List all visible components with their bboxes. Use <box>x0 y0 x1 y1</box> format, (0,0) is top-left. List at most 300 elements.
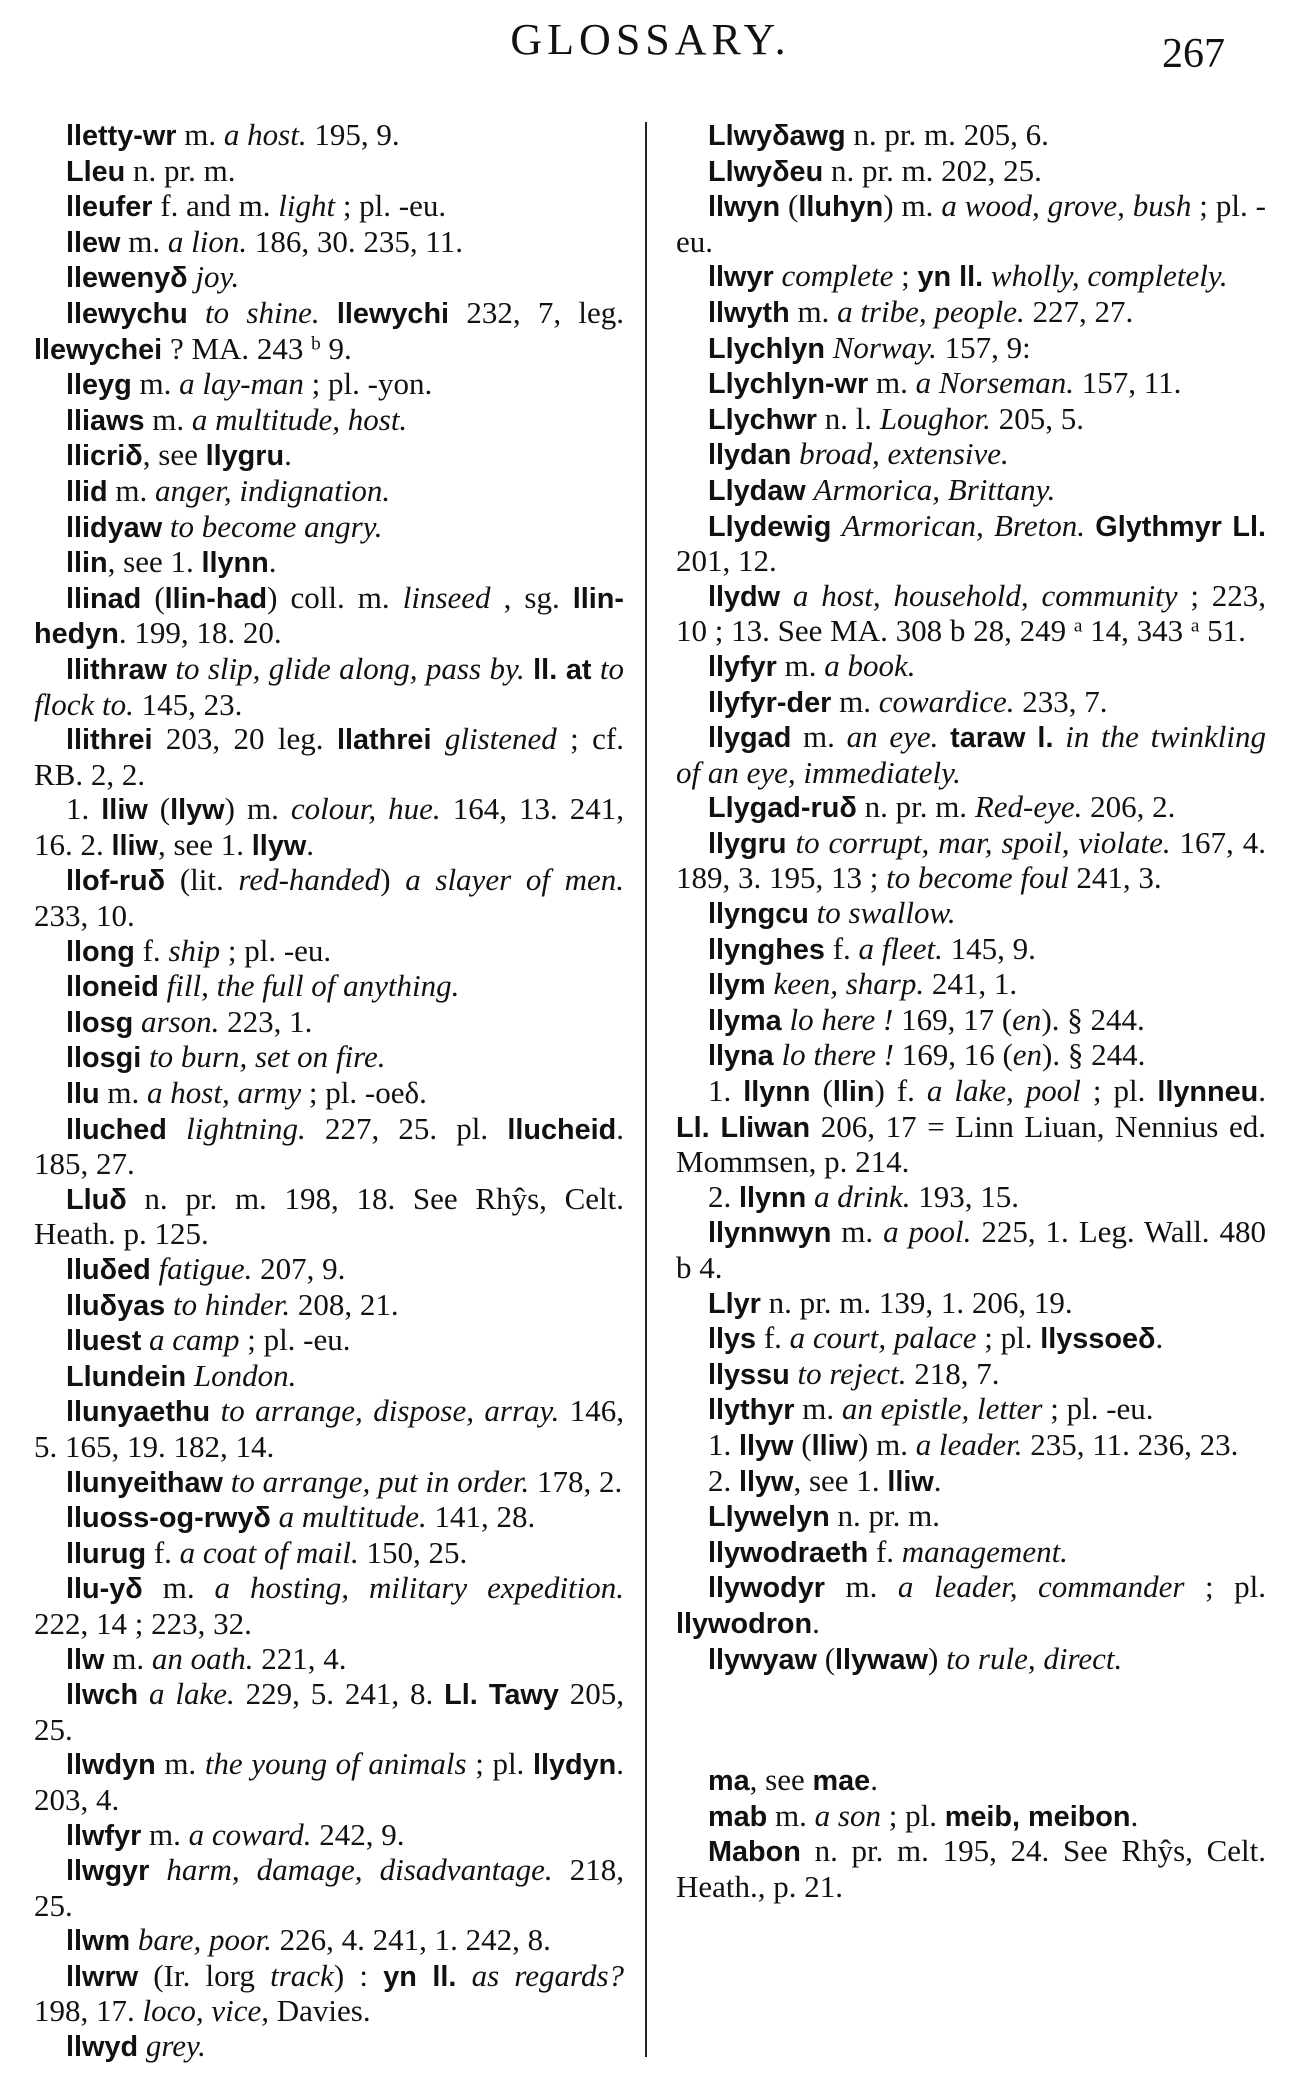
headword: llynn <box>743 1076 811 1109</box>
glossary-column-right <box>676 118 1266 1905</box>
headword: llwyr <box>708 261 774 294</box>
entry-text: ; pl. -eu. <box>239 1322 351 1358</box>
definition-text: a lay-man <box>179 366 304 402</box>
entry-text: n. pr. m. <box>125 152 236 188</box>
entry-text: ; <box>893 258 918 294</box>
headword: llwgyr <box>66 1855 150 1888</box>
glossary-entry <box>676 932 1266 968</box>
column-divider <box>645 122 647 2057</box>
headword: mae <box>812 1765 871 1798</box>
entry-text: 222, 14 ; 223, 32. <box>34 1605 252 1641</box>
headword: llywodron <box>676 1607 813 1640</box>
glossary-entry <box>34 1182 624 1252</box>
entry-text: 157, 9: <box>936 329 1031 365</box>
headword: llw <box>66 1643 105 1676</box>
entry-text: . <box>284 437 292 473</box>
headword: llwrw <box>66 1960 139 1993</box>
headword: ma <box>708 1765 750 1798</box>
definition-text: a Norseman. <box>915 365 1075 401</box>
glossary-entry <box>676 402 1266 438</box>
entry-text: 9. <box>320 330 352 366</box>
entry-text: ) m. <box>224 791 291 827</box>
definition-text: red-handed <box>238 862 381 898</box>
entry-text <box>525 651 533 686</box>
headword: Llychwr <box>708 403 817 436</box>
glossary-entry <box>676 473 1266 509</box>
definition-text: as regards? <box>471 1957 625 1993</box>
glossary-entry <box>34 510 624 546</box>
headword: llidyaw <box>66 511 163 544</box>
entry-text: ; 223, 10 ; 13. See MA. 308 b 28, 249 <box>676 577 1266 649</box>
entry-text: m. <box>141 1816 189 1852</box>
entry-text: n. pr. m. <box>856 789 975 825</box>
entry-text <box>151 1251 159 1286</box>
entry-text <box>141 1322 149 1357</box>
entry-text: ; pl. -eu. <box>335 188 447 224</box>
glossary-entry <box>34 1288 624 1324</box>
definition-text: a tribe, people. <box>837 293 1025 329</box>
headword: lluδyas <box>66 1289 166 1322</box>
definition-text: grey. <box>145 2028 206 2064</box>
entry-text: 169, 17 ( <box>893 1001 1013 1037</box>
entry-text: ; pl. -yon. <box>303 366 433 402</box>
headword: llys <box>708 1323 757 1356</box>
definition-text: arson. <box>141 1003 220 1039</box>
entry-text: a <box>1073 615 1083 637</box>
entry-text: m. <box>789 293 838 329</box>
headword: ll. at <box>533 653 592 686</box>
glossary-entry <box>676 1799 1266 1835</box>
headword: lletty-wr <box>66 120 177 152</box>
headword: lluhyn <box>798 191 884 224</box>
entry-text: m. <box>142 1570 215 1606</box>
entry-text: . <box>1130 1797 1139 1833</box>
glossary-entry <box>34 1571 624 1641</box>
entry-text <box>159 968 167 1003</box>
glossary-entry <box>676 649 1266 685</box>
entry-text: m. <box>176 117 224 152</box>
entry-text: ( <box>816 1640 836 1676</box>
glossary-entry <box>34 474 624 510</box>
glossary-entry <box>676 509 1266 579</box>
entry-text: 223, 1. <box>219 1003 313 1039</box>
glossary-entry <box>34 118 624 154</box>
headword: llyw <box>739 1465 794 1498</box>
glossary-entry <box>676 826 1266 896</box>
definition-text: lightning. <box>186 1110 306 1146</box>
definition-text: to burn, set on fire. <box>149 1039 386 1075</box>
entry-text: ) m. <box>883 188 942 224</box>
headword: llwdyn <box>66 1749 156 1782</box>
entry-text: ( <box>780 188 799 224</box>
entry-text: ( <box>147 791 171 827</box>
entry-text <box>831 508 841 543</box>
headword: lliw <box>811 1429 859 1462</box>
glossary-entry <box>676 1215 1266 1285</box>
entry-text: n. pr. m. 198, 18. See Rhŷs, Celt. Heath. p. 125. <box>34 1180 624 1252</box>
headword: Llywelyn <box>708 1501 830 1534</box>
headword: llygad <box>708 722 792 755</box>
definition-text: a host. <box>223 117 307 152</box>
entry-text: 232, 7, leg. <box>449 294 625 330</box>
entry-text <box>983 258 991 293</box>
definition-text: a court, palace <box>789 1320 977 1356</box>
glossary-entry <box>34 225 624 261</box>
headword: llynn <box>201 547 269 580</box>
entry-text <box>456 1958 471 1993</box>
definition-text: a lake, pool <box>926 1073 1081 1109</box>
headword: llosg <box>66 1006 134 1039</box>
glossary-entry <box>676 1428 1266 1464</box>
headword: llyw <box>739 1429 794 1462</box>
definition-text: an oath. <box>151 1640 254 1676</box>
definition-text: a fleet. <box>858 930 943 966</box>
headword: lliw <box>101 794 148 827</box>
entry-text: ) m. <box>858 1426 916 1462</box>
glossary-entry <box>34 1536 624 1572</box>
entry-text: . <box>1258 1073 1267 1109</box>
entry-text <box>223 1464 231 1499</box>
entry-text <box>141 1039 149 1074</box>
entry-text: 235, 11. 236, 23. <box>1022 1426 1239 1462</box>
entry-text: m. <box>99 1075 148 1111</box>
glossary-entry <box>676 720 1266 790</box>
headword: llyma <box>708 1004 782 1037</box>
entry-text: 206, 2. <box>1082 789 1176 825</box>
entry-text <box>149 1852 166 1887</box>
headword: llyw <box>170 794 225 827</box>
entry-text: 164, 13. 241, 16. 2. <box>34 791 625 862</box>
entry-text: n. pr. m. 139, 1. 206, 19. <box>760 1284 1073 1320</box>
entry-text: n. l. <box>816 400 880 436</box>
entry-text: ; pl. <box>466 1746 533 1782</box>
definition-text: a multitude, host. <box>191 401 408 437</box>
definition-text: a book. <box>824 647 916 683</box>
glossary-entry <box>34 969 624 1005</box>
entry-text: ; cf. RB. 2, 2. <box>34 721 625 792</box>
entry-text: , see <box>142 437 206 473</box>
definition-text: track <box>270 1957 334 1993</box>
glossary-entry <box>676 154 1266 190</box>
glossary-entry <box>676 1038 1266 1074</box>
headword: llinad <box>66 582 142 615</box>
definition-text: a lion. <box>167 223 248 259</box>
definition-text: a slayer of men. <box>405 862 625 898</box>
entry-text: 233, 10. <box>34 898 135 934</box>
definition-text: a pool. <box>883 1214 972 1250</box>
entry-text: ; pl. <box>1184 1569 1266 1605</box>
entry-text <box>130 1922 138 1957</box>
headword: llwyn <box>708 191 781 224</box>
entry-text: ? MA. 243 <box>162 330 312 366</box>
entry-text <box>825 330 833 365</box>
entry-text: 241, 1. <box>924 966 1018 1002</box>
entry-text: ; pl. <box>880 1797 945 1833</box>
entry-text: ; pl. -eu. <box>220 932 332 968</box>
headword: Llwyδeu <box>708 155 824 188</box>
glossary-entry <box>676 189 1266 259</box>
entry-text: (lit. <box>165 862 239 898</box>
headword: llydan <box>708 439 792 472</box>
entry-text: ( <box>810 1073 833 1109</box>
entry-text: n. pr. m. 202, 25. <box>823 152 1042 188</box>
definition-text: a leader. <box>915 1426 1023 1462</box>
headword: mab <box>708 1800 768 1833</box>
entry-text: 225, 1. Leg. Wall. 480 b 4. <box>676 1214 1266 1285</box>
entry-text <box>1053 719 1065 754</box>
glossary-entry <box>34 260 624 296</box>
entry-text: 201, 12. <box>676 543 777 579</box>
headword: lleyg <box>66 369 132 402</box>
definition-text: to become angry. <box>169 508 383 544</box>
definition-text: in the twinkling of an eye, immediately. <box>676 719 1267 790</box>
headword: llu-yδ <box>66 1573 143 1606</box>
entry-text: 227, 27. <box>1024 293 1134 329</box>
entry-text: ; pl. -eu. <box>1042 1391 1154 1427</box>
glossary-entry <box>676 295 1266 331</box>
entry-text: ). § 244. <box>1042 1037 1146 1073</box>
headword: Ll. Tawy <box>444 1679 559 1712</box>
headword: llin <box>66 547 108 580</box>
headword: llynneu <box>1157 1076 1259 1109</box>
entry-text: 141, 28. <box>426 1499 536 1535</box>
entry-text <box>186 1358 194 1393</box>
entry-text <box>809 895 817 930</box>
entry-text: 241, 3. <box>1068 860 1162 896</box>
glossary-entry <box>34 1040 624 1076</box>
glossary-entry <box>34 438 624 474</box>
entry-text <box>431 721 444 756</box>
glossary-entry <box>34 792 624 863</box>
headword: llwm <box>66 1925 131 1958</box>
glossary-entry <box>676 1180 1266 1216</box>
entry-text <box>806 1179 814 1214</box>
headword: llu <box>66 1078 100 1111</box>
glossary-entry <box>34 1076 624 1112</box>
headword: llyw <box>251 829 307 862</box>
entry-text: , see 1. <box>107 544 202 580</box>
headword: llwyd <box>66 2031 139 2064</box>
headword: llucheid <box>507 1113 617 1146</box>
entry-text <box>133 1004 141 1039</box>
headword: lluched <box>66 1113 167 1146</box>
headword: yn ll. <box>917 261 984 294</box>
entry-text: 150, 25. <box>358 1534 468 1570</box>
entry-text: ) : <box>333 1957 384 1993</box>
headword: Glythmyr Ll. <box>1095 510 1267 543</box>
definition-text: ship <box>168 932 221 968</box>
headword: llywaw <box>835 1643 928 1676</box>
entry-text: ; pl. -oeδ. <box>301 1075 427 1111</box>
definition-text: a coward. <box>188 1816 312 1852</box>
definition-text: keen, sharp. <box>773 966 925 1002</box>
entry-text: . <box>933 1462 942 1498</box>
glossary-entry <box>34 189 624 225</box>
glossary-entry <box>34 652 624 722</box>
definition-text: broad, extensive. <box>799 436 1009 472</box>
headword: llunyeithaw <box>66 1466 223 1499</box>
entry-text: m. <box>767 1797 815 1833</box>
entry-text: m. <box>794 1391 842 1427</box>
glossary-entry <box>676 1357 1266 1393</box>
entry-text: ) coll. m. <box>267 579 403 615</box>
entry-text: m. <box>131 366 180 402</box>
entry-text: . <box>870 1762 878 1798</box>
headword: lluδed <box>66 1254 151 1286</box>
entry-text: 205, 25. <box>34 1676 625 1747</box>
glossary-entry <box>34 1252 624 1288</box>
glossary-entry <box>34 722 624 792</box>
entry-text: 167, 4. 189, 3. 195, 13 ; <box>676 824 1267 896</box>
headword: lliw <box>887 1465 934 1498</box>
entry-text: f. and m. <box>152 188 279 224</box>
entry-text: . <box>268 544 277 580</box>
headword: lliaws <box>66 404 145 437</box>
glossary-entry <box>34 1959 624 2029</box>
entry-text <box>167 1111 186 1146</box>
definition-text: a multitude. <box>278 1499 427 1535</box>
entry-text: 221, 4. <box>253 1640 347 1676</box>
headword: llew <box>66 226 121 259</box>
entry-text: , see 1. <box>793 1462 888 1498</box>
glossary-entry <box>34 1677 624 1747</box>
definition-text: a host, army <box>147 1075 302 1111</box>
definition-text: to hinder. <box>172 1286 291 1322</box>
entry-text: 51. <box>1199 613 1246 649</box>
entry-text: 198, 17. <box>34 1993 143 2029</box>
entry-text: ) <box>380 862 406 898</box>
definition-text: to swallow. <box>816 895 956 931</box>
glossary-entry <box>676 1570 1266 1641</box>
entry-text: f. <box>134 932 169 968</box>
glossary-entry <box>34 403 624 439</box>
headword: llygru <box>205 440 285 473</box>
headword: llithrei <box>66 724 153 757</box>
definition-text: anger, indignation. <box>155 472 391 508</box>
glossary-entry <box>676 1074 1266 1180</box>
headword: lluest <box>66 1325 142 1358</box>
entry-text: m. <box>791 719 847 755</box>
glossary-entry <box>676 437 1266 473</box>
entry-text: 229, 5. 241, 8. <box>234 1676 445 1712</box>
headword: llyfyr <box>708 650 777 683</box>
headword: Lleu <box>66 155 126 188</box>
headword: llwyth <box>708 296 790 329</box>
definition-text: to corrupt, mar, spoil, violate. <box>795 824 1171 860</box>
definition-text: en <box>1012 1001 1042 1037</box>
entry-text: m. <box>831 1214 884 1250</box>
headword: llyssoeδ <box>1040 1323 1156 1356</box>
entry-text: 146, 5. 165, 19. 182, 14. <box>34 1393 625 1464</box>
definition-text: an epistle, letter <box>841 1391 1043 1427</box>
entry-text: 145, 9. <box>942 930 1036 966</box>
headword: llynghes <box>708 933 825 966</box>
headword: llosgi <box>66 1042 142 1075</box>
glossary-entry <box>676 118 1266 154</box>
glossary-entry <box>34 1323 624 1359</box>
headword: llewychei <box>34 333 163 366</box>
glossary-entry <box>676 896 1266 932</box>
entry-text: f. <box>824 930 859 966</box>
page-title: GLOSSARY. <box>510 15 791 64</box>
headword: Ll. Lliwan <box>676 1111 811 1144</box>
headword: llyngcu <box>708 898 809 931</box>
entry-text: (Ir. lorg <box>138 1957 271 1993</box>
definition-text: a coat of mail. <box>179 1534 359 1570</box>
entry-text <box>1085 508 1095 543</box>
entry-text: m. <box>868 365 916 401</box>
entry-text: n. pr. m. <box>829 1498 940 1534</box>
entry-text: 218, 25. <box>34 1852 625 1923</box>
entry-text: 242, 9. <box>311 1816 405 1852</box>
headword: lleufer <box>66 191 153 224</box>
entry-text: 1. <box>66 791 102 827</box>
headword: llynnwyn <box>708 1217 832 1250</box>
glossary-entry <box>676 1642 1266 1678</box>
definition-text: Norway. <box>832 329 937 365</box>
entry-text: n. pr. m. 205, 6. <box>845 117 1049 152</box>
entry-text: 157, 11. <box>1074 365 1182 401</box>
definition-text: a drink. <box>814 1178 911 1214</box>
glossary-entry <box>34 863 624 933</box>
definition-text: lo there ! <box>781 1037 894 1073</box>
entry-text: 2. <box>708 1462 739 1498</box>
headword: Llundein <box>66 1360 187 1393</box>
entry-text: n. pr. m. 195, 24. See Rhŷs, Celt. Heath., p. 21. <box>676 1833 1266 1904</box>
entry-text <box>165 1287 173 1322</box>
entry-text: , see <box>749 1762 813 1798</box>
definition-text: joy. <box>195 259 240 295</box>
definition-text: to flock to. <box>34 650 625 722</box>
definition-text: a lake. <box>148 1676 235 1712</box>
definition-text: lo here ! <box>789 1001 894 1037</box>
entry-text: 203, 20 leg. <box>152 721 337 757</box>
entry-text: , see 1. <box>157 826 252 862</box>
definition-text: a son <box>814 1797 881 1833</box>
glossary-entry <box>34 1500 624 1536</box>
definition-text: wholly, completely. <box>990 258 1228 294</box>
headword: Llygad-ruδ <box>708 792 857 825</box>
entry-text: b <box>311 332 321 354</box>
entry-text <box>592 651 600 686</box>
definition-text: to become foul <box>886 860 1069 896</box>
entry-text <box>938 719 950 754</box>
headword: Llyr <box>708 1287 761 1320</box>
entry-text: ( <box>793 1426 812 1462</box>
entry-text: f. <box>146 1534 180 1570</box>
definition-text: to rule, direct. <box>946 1640 1123 1676</box>
headword: llin-had <box>164 582 268 615</box>
glossary-entry <box>676 1464 1266 1500</box>
entry-text: f. <box>756 1320 790 1356</box>
headword: llynn <box>739 1181 807 1214</box>
headword: Llydaw <box>708 474 806 507</box>
entry-text: 145, 23. <box>133 686 243 722</box>
glossary-entry <box>34 296 624 367</box>
headword: llygru <box>708 827 787 860</box>
glossary-entry <box>676 967 1266 1003</box>
entry-text: . <box>1155 1320 1164 1356</box>
glossary-entry <box>676 259 1266 295</box>
glossary-entry <box>34 1465 624 1501</box>
glossary-entry <box>34 367 624 403</box>
entry-text: 206, 17 = Linn Liuan, Nennius ed. Mommsen, p. 214. <box>676 1108 1266 1180</box>
glossary-entry <box>676 579 1266 649</box>
entry-text <box>271 1499 279 1534</box>
headword: lluoss-og-rwyδ <box>66 1502 271 1535</box>
entry-text: m. <box>104 1640 152 1676</box>
headword: Llwyδawg <box>708 120 846 152</box>
